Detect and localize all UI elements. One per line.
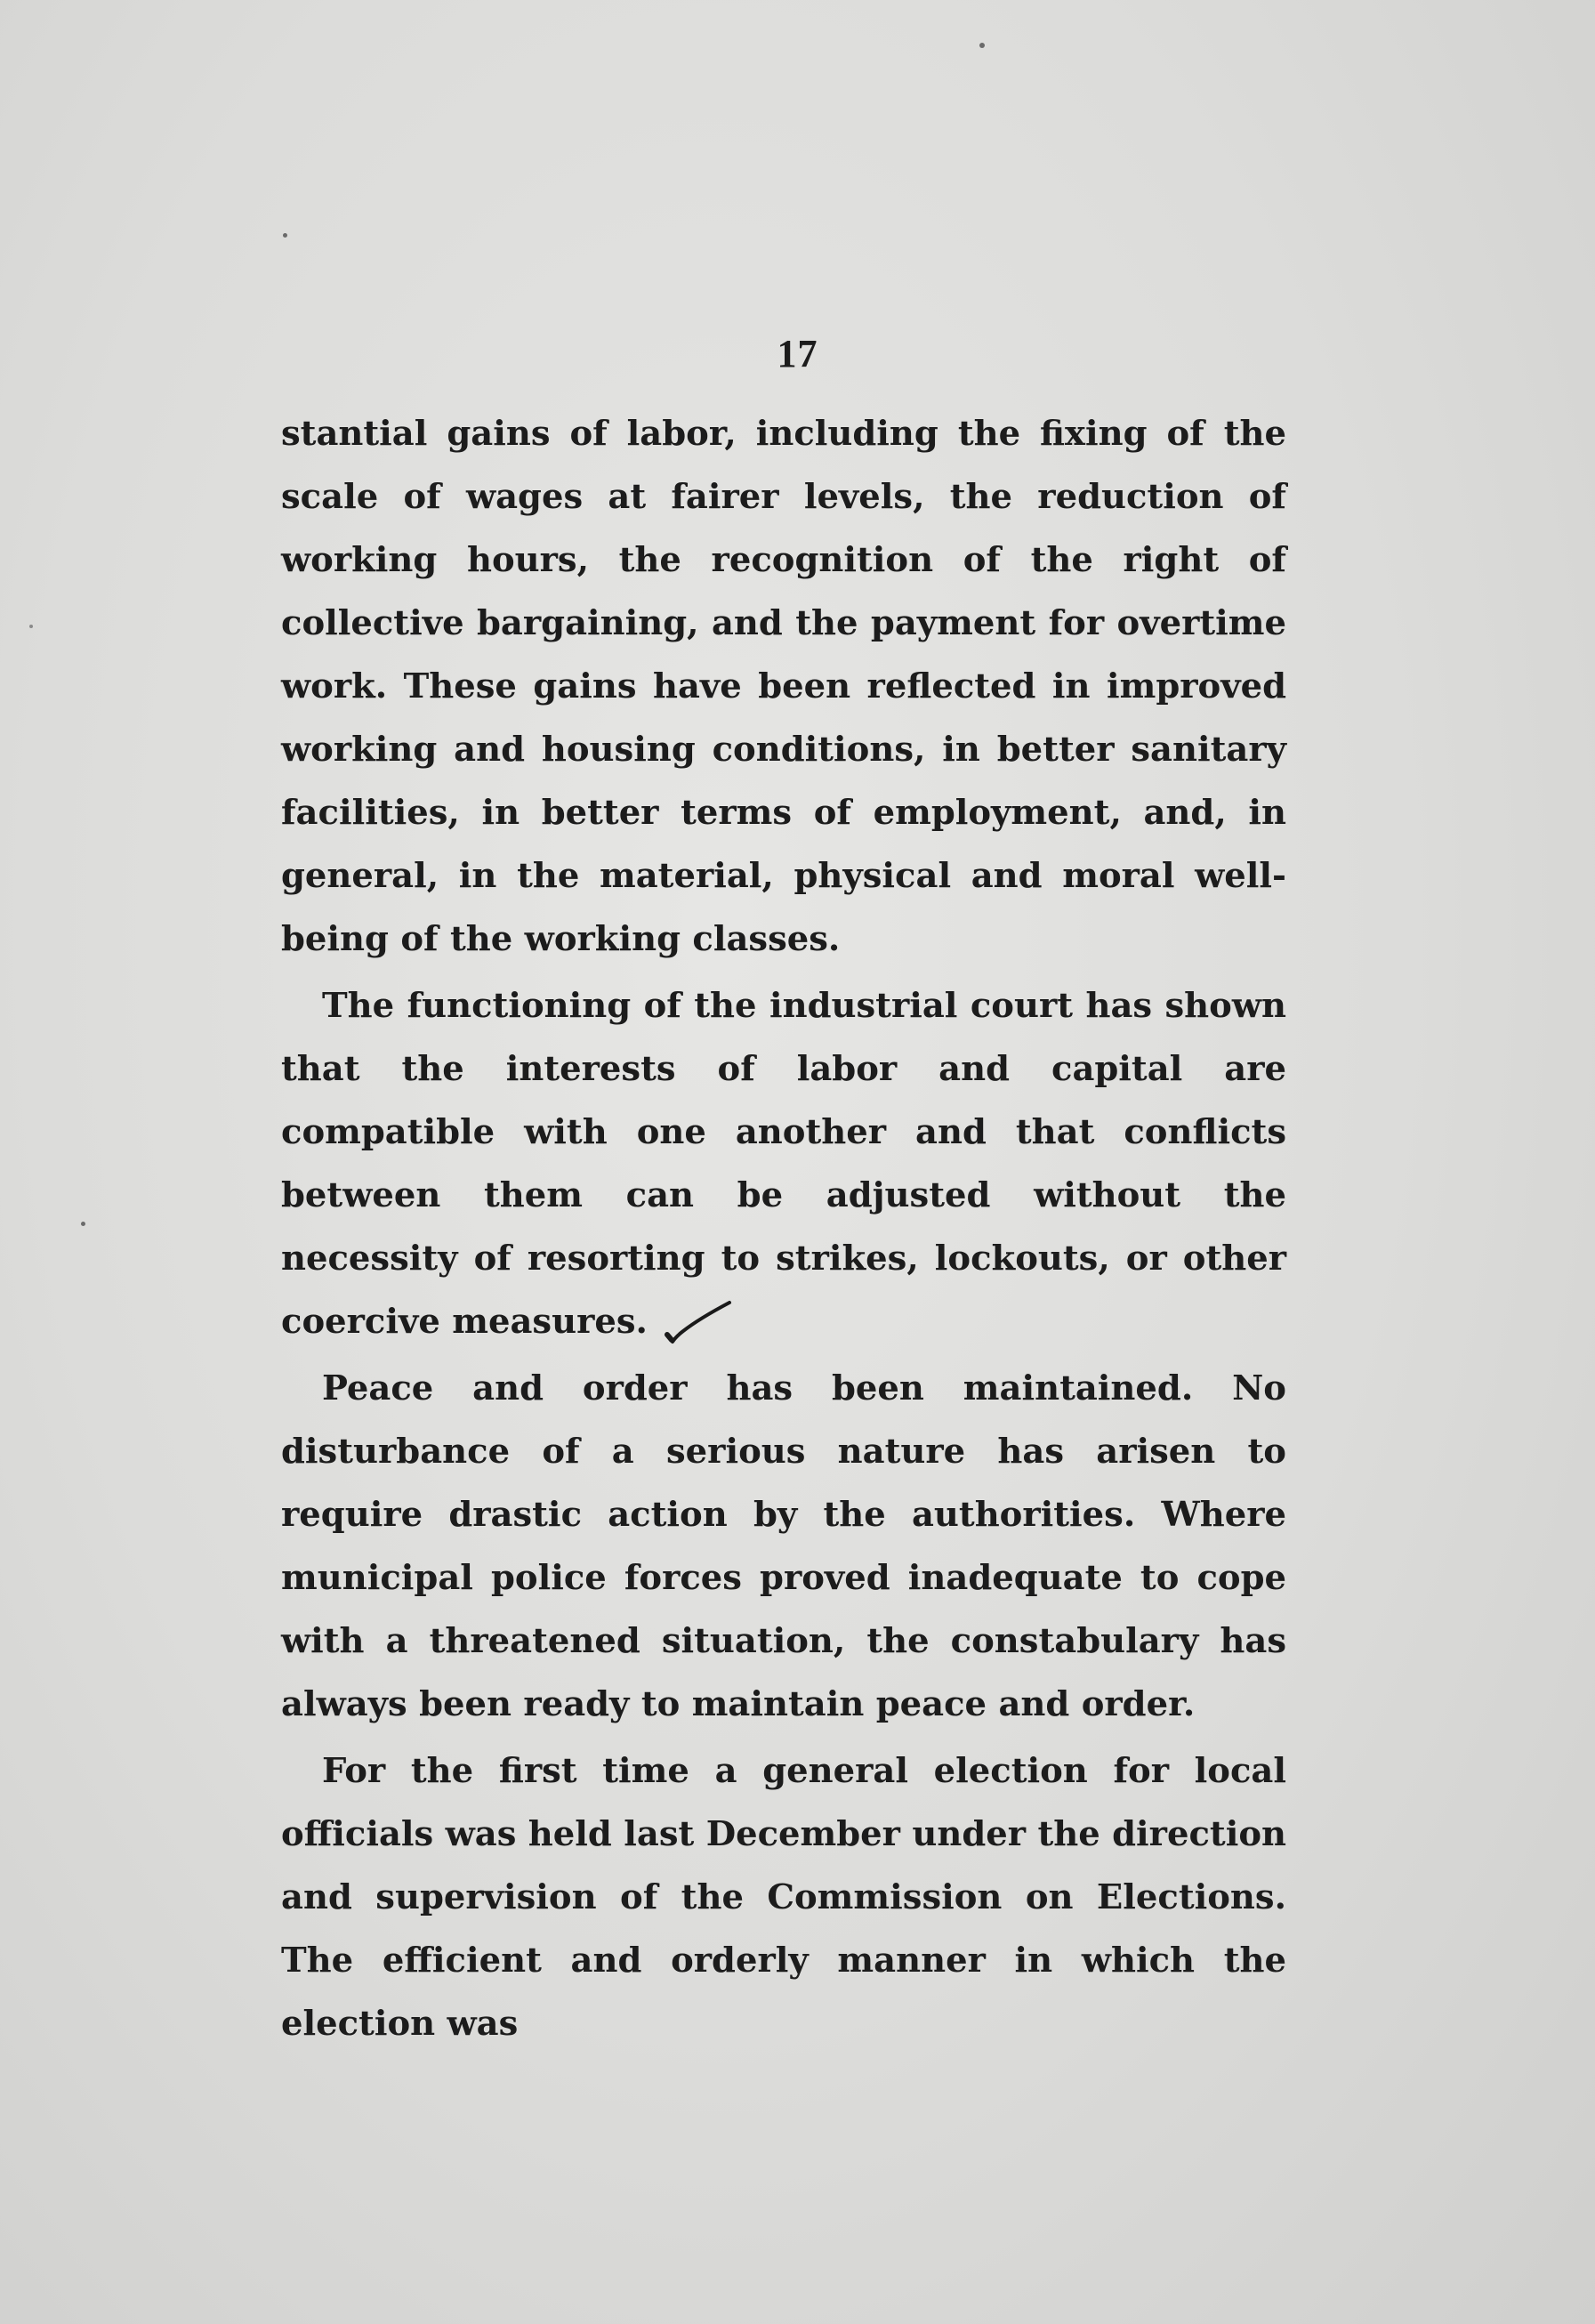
paragraph-general-election: For the first time a general election for local officials was held last December under the direction and supervision of the Commission on Elections. The efficient and orderly manner in which the election was	[281, 1751, 1286, 2044]
body-text	[281, 402, 1286, 2059]
dust-speck	[29, 625, 33, 628]
check-mark-icon	[664, 1299, 735, 1345]
paragraph-industrial-court-text: The functioning of the industrial court has shown that the interests of labor and capital are compatible with one another and that conflicts between them can be adjusted without the necessity of resorting to strikes, lockouts, or other coercive measures.	[281, 986, 1286, 1342]
dust-speck	[283, 233, 287, 238]
paragraph-industrial-court	[281, 974, 1286, 1353]
page-number: 17	[777, 332, 818, 375]
dust-speck	[979, 43, 985, 48]
paragraph-peace-and-order: Peace and order has been maintained. No disturbance of a serious nature has arisen to require drastic action by the authorities. Where municipal police forces proved inadequate to cope with a threatened situation, the constabulary has always been ready to maintain peace and order.	[281, 1368, 1286, 1724]
dust-speck	[81, 1222, 85, 1226]
paragraph-labor-gains: stantial gains of labor, including the fixing of the scale of wages at fairer levels, the reduction of working hours, the recognition of the right of collective bargaining, and the payment for overtime work. These gains have been reflected in improved working and housing conditions, in better sanitary facilities, in better terms of employment, and, in general, in the material, physical and moral well-being of the working classes.	[281, 414, 1286, 959]
